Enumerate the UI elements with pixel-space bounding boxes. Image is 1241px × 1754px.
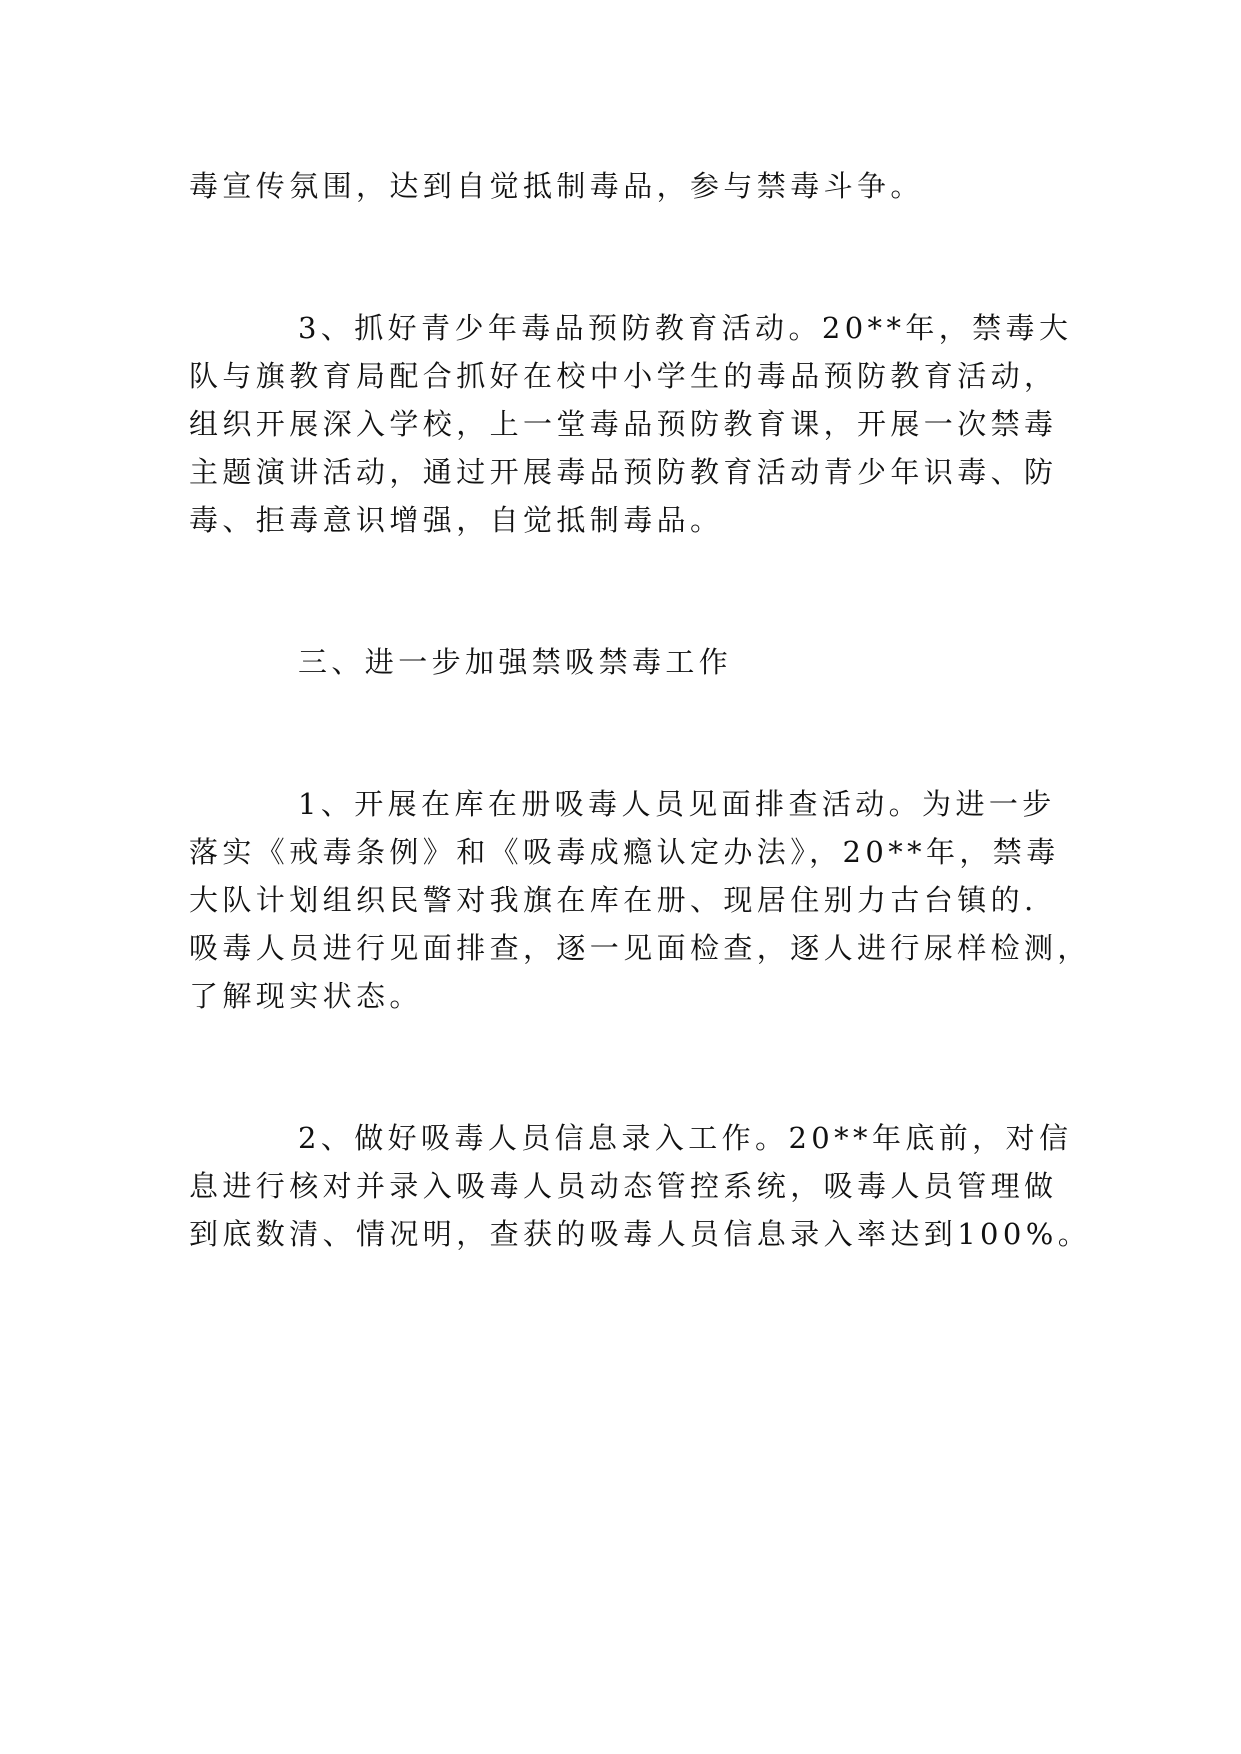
paragraph-line: 组织开展深入学校，上一堂毒品预防教育课，开展一次禁毒 [189,407,1058,441]
paragraph-line: 队与旗教育局配合抓好在校中小学生的毒品预防教育活动， [189,359,1058,393]
paragraph-line: 了解现实状态。 [189,979,423,1013]
paragraph-line: 2、做好吸毒人员信息录入工作。20**年底前，对信 [298,1121,1073,1155]
paragraph-line: 毒宣传氛围，达到自觉抵制毒品，参与禁毒斗争。 [189,169,924,203]
paragraph-line: 大队计划组织民警对我旗在库在册、现居住别力古台镇的. [189,883,1038,917]
paragraph-line: 1、开展在库在册吸毒人员见面排查活动。为进一步 [298,787,1056,821]
paragraph-line: 主题演讲活动，通过开展毒品预防教育活动青少年识毒、防 [189,455,1058,489]
paragraph-line: 落实《戒毒条例》和《吸毒成瘾认定办法》，20**年，禁毒 [189,835,1060,869]
paragraph-line: 3、抓好青少年毒品预防教育活动。20**年，禁毒大 [298,311,1073,345]
paragraph-line: 息进行核对并录入吸毒人员动态管控系统，吸毒人员管理做 [189,1169,1058,1203]
paragraph-line: 毒、拒毒意识增强，自觉抵制毒品。 [189,503,724,537]
paragraph-line: 到底数清、情况明，查获的吸毒人员信息录入率达到100%。 [189,1217,1092,1251]
paragraph-line: 吸毒人员进行见面排查，逐一见面检查，逐人进行尿样检测， [189,931,1091,965]
section-heading: 三、进一步加强禁吸禁毒工作 [298,645,733,679]
